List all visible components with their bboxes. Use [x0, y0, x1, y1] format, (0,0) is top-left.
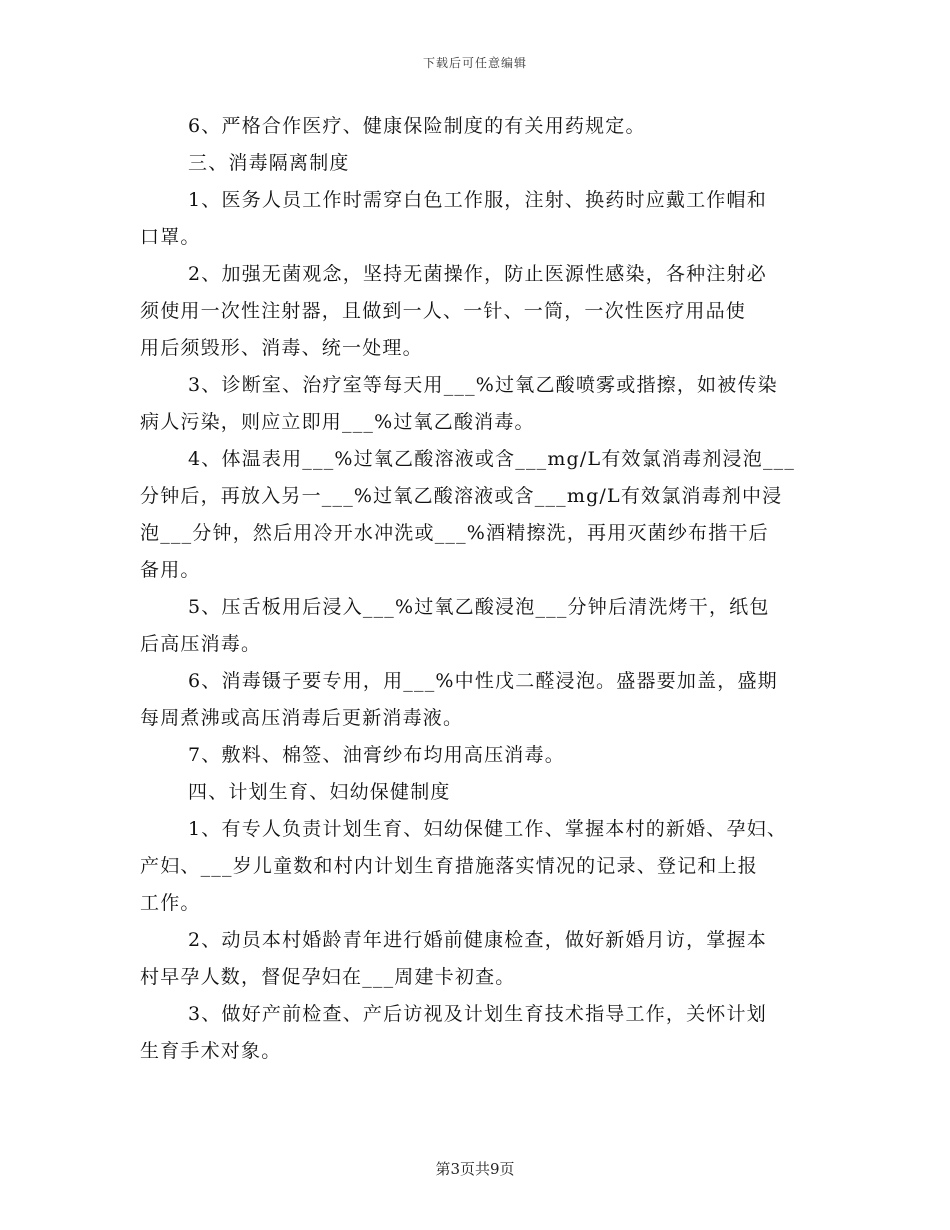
paragraph-line: 4、体温表用___%过氧乙酸溶液或含___mg/L有效氯消毒剂浸泡___ [188, 448, 796, 470]
paragraph-line: 分钟后，再放入另一___%过氧乙酸溶液或含___mg/L有效氯消毒剂中浸 [140, 485, 783, 507]
paragraph-line: 每周煮沸或高压消毒后更新消毒液。 [140, 707, 464, 729]
paragraph-line: 3、做好产前检查、产后访视及计划生育技术指导工作，关怀计划 [188, 1003, 767, 1025]
paragraph-line: 2、动员本村婚龄青年进行婚前健康检查，做好新婚月访，掌握本 [188, 929, 767, 951]
paragraph-line: 村早孕人数，督促孕妇在___周建卡初查。 [140, 966, 516, 988]
section-heading: 三、消毒隔离制度 [188, 152, 350, 174]
paragraph-line: 须使用一次性注射器，且做到一人、一针、一筒，一次性医疗用品使 [140, 300, 747, 322]
paragraph-line: 病人污染，则应立即用___%过氧乙酸消毒。 [140, 411, 535, 433]
paragraph-line: 3、诊断室、治疗室等每天用___%过氧乙酸喷雾或揩擦，如被传染 [188, 374, 778, 396]
paragraph-line: 备用。 [140, 559, 201, 581]
paragraph-line: 1、医务人员工作时需穿白色工作服，注射、换药时应戴工作帽和 [188, 189, 767, 211]
paragraph-line: 5、压舌板用后浸入___%过氧乙酸浸泡___分钟后清洗烤干，纸包 [188, 596, 770, 618]
section-heading: 四、计划生育、妇幼保健制度 [188, 781, 451, 803]
page-header-note: 下载后可任意编辑 [422, 56, 527, 70]
page-number: 第3页共9页 [435, 1160, 515, 1178]
paragraph-line: 产妇、___岁儿童数和村内计划生育措施落实情况的记录、登记和上报 [140, 855, 758, 877]
paragraph-line: 1、有专人负责计划生育、妇幼保健工作、掌握本村的新婚、孕妇、 [188, 818, 788, 840]
paragraph-line: 7、敷料、棉签、油膏纱布均用高压消毒。 [188, 744, 565, 766]
paragraph-line: 6、消毒镊子要专用，用___%中性戊二醛浸泡。盛器要加盖，盛期 [188, 670, 778, 692]
paragraph-line: 6、严格合作医疗、健康保险制度的有关用药规定。 [188, 115, 646, 137]
document-body [140, 108, 820, 1070]
paragraph-line: 泡___分钟，然后用冷开水冲洗或___%酒精擦洗，再用灭菌纱布揩干后 [140, 522, 769, 544]
paragraph-line: 用后须毁形、消毒、统一处理。 [140, 337, 423, 359]
paragraph-line: 2、加强无菌观念，坚持无菌操作，防止医源性感染，各种注射必 [188, 263, 767, 285]
paragraph-line: 生育手术对象。 [140, 1040, 282, 1062]
paragraph-line: 后高压消毒。 [140, 633, 262, 655]
paragraph-line: 口罩。 [140, 226, 201, 248]
paragraph-line: 工作。 [140, 892, 201, 914]
